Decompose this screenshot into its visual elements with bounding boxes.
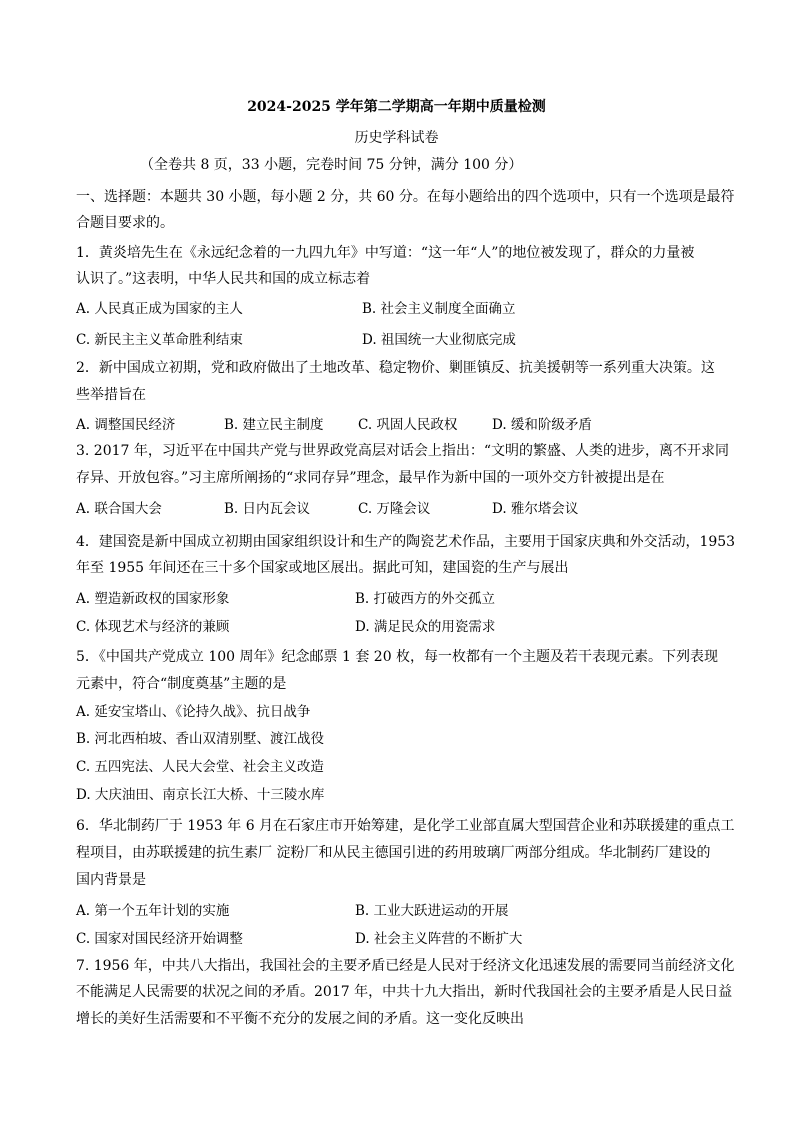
question-3-option-a[interactable]: A. 联合国大会 [76, 501, 162, 517]
question-7-stem-line-2: 不能满足人民需要的状况之间的矛盾。2017 年，中共十九大指出，新时代我国社会的主要矛盾是人民日益 [76, 984, 733, 1000]
question-4-stem-line-2: 年至 1955 年间还在三十多个国家或地区展出。据此可知，建国瓷的生产与展出 [76, 560, 569, 576]
section-instructions-line-1: 一、选择题：本题共 30 小题，每小题 2 分，共 60 分。在每小题给出的四个选项中，只有一个选项是最符 [76, 189, 735, 205]
exam-note: （全卷共 8 页，33 小题，完卷时间 75 分钟，满分 100 分） [140, 157, 523, 173]
question-2-option-b[interactable]: B. 建立民主制度 [224, 417, 324, 433]
question-4-option-c[interactable]: C. 体现艺术与经济的兼顾 [76, 619, 230, 635]
question-4-option-a[interactable]: A. 塑造新政权的国家形象 [76, 591, 230, 607]
question-5-option-d[interactable]: D. 大庆油田、南京长江大桥、十三陵水库 [76, 787, 325, 803]
question-2-stem-line-1: 2．新中国成立初期，党和政府做出了土地改革、稳定物价、剿匪镇反、抗美援朝等一系列重大决策。这 [76, 360, 715, 376]
question-5-stem-line-1: 5．《中国共产党成立 100 周年》纪念邮票 1 套 20 枚，每一枚都有一个主题及若干表现元素。下列表现 [76, 649, 719, 665]
question-1-stem-line-1: 1．黄炎培先生在《永远纪念着的一九四九年》中写道：“这一年“人”的地位被发现了，群众的力量被 [76, 245, 695, 261]
question-5-option-c[interactable]: C. 五四宪法、人民大会堂、社会主义改造 [76, 759, 324, 775]
question-5-stem-line-2: 元素中，符合“制度奠基”主题的是 [76, 676, 287, 692]
question-2-option-a[interactable]: A. 调整国民经济 [76, 417, 176, 433]
question-1-option-d[interactable]: D. 祖国统一大业彻底完成 [362, 332, 516, 348]
question-6-stem-line-3: 国内背景是 [76, 872, 146, 888]
question-2-option-c[interactable]: C. 巩固人民政权 [358, 417, 458, 433]
question-6-option-b[interactable]: B. 工业大跃进运动的开展 [355, 903, 509, 919]
question-5-option-a[interactable]: A. 延安宝塔山、《论持久战》、抗日战争 [76, 704, 311, 720]
question-2-stem-line-2: 些举措旨在 [76, 387, 146, 403]
question-7-stem-line-1: 7. 1956 年，中共八大指出，我国社会的主要矛盾已经是人民对于经济文化迅速发展的需要同当前经济文化 [76, 958, 735, 974]
exam-title: 2024-2025 学年第二学期高一年期中质量检测 [247, 99, 546, 115]
question-1-option-b[interactable]: B. 社会主义制度全面确立 [362, 301, 516, 317]
question-6-option-d[interactable]: D. 社会主义阵营的不断扩大 [355, 931, 523, 947]
question-5-option-b[interactable]: B. 河北西柏坡、香山双清别墅、渡江战役 [76, 731, 325, 747]
question-4-stem-line-1: 4．建国瓷是新中国成立初期由国家组织设计和生产的陶瓷艺术作品，主要用于国家庆典和外交活动，1953 [76, 534, 736, 550]
question-3-option-d[interactable]: D. 雅尔塔会议 [492, 501, 579, 517]
question-6-stem-line-2: 程项目，由苏联援建的抗生素厂 淀粉厂和从民主德国引进的药用玻璃厂两部分组成。华北制药厂建设的 [76, 845, 711, 861]
question-6-option-a[interactable]: A. 第一个五年计划的实施 [76, 903, 230, 919]
question-2-option-d[interactable]: D. 缓和阶级矛盾 [492, 417, 592, 433]
question-3-option-b[interactable]: B. 日内瓦会议 [224, 501, 311, 517]
question-7-stem-line-3: 增长的美好生活需要和不平衡不充分的发展之间的矛盾。这一变化反映出 [76, 1011, 524, 1027]
question-6-option-c[interactable]: C. 国家对国民经济开始调整 [76, 931, 243, 947]
question-1-option-a[interactable]: A. 人民真正成为国家的主人 [76, 301, 243, 317]
question-1-option-c[interactable]: C. 新民主主义革命胜利结束 [76, 332, 243, 348]
exam-subtitle: 历史学科试卷 [354, 130, 439, 146]
question-4-option-b[interactable]: B. 打破西方的外交孤立 [355, 591, 496, 607]
question-3-stem-line-2: 存异、开放包容。”习主席所阐扬的“求同存异”理念，最早作为新中国的一项外交方针被提出是在 [76, 470, 665, 486]
question-3-option-c[interactable]: C. 万隆会议 [358, 501, 431, 517]
question-1-stem-line-2: 认识了。”这表明，中华人民共和国的成立标志着 [76, 271, 371, 287]
question-6-stem-line-1: 6．华北制药厂于 1953 年 6 月在石家庄市开始筹建，是化学工业部直属大型国营企业和苏联援建的重点工 [76, 818, 735, 834]
question-4-option-d[interactable]: D. 满足民众的用瓷需求 [355, 619, 496, 635]
section-instructions-line-2: 合题目要求的。 [76, 215, 174, 231]
question-3-stem-line-1: 3. 2017 年，习近平在中国共产党与世界政党高层对话会上指出：“文明的繁盛、人类的进步，离不开求同 [76, 443, 730, 459]
